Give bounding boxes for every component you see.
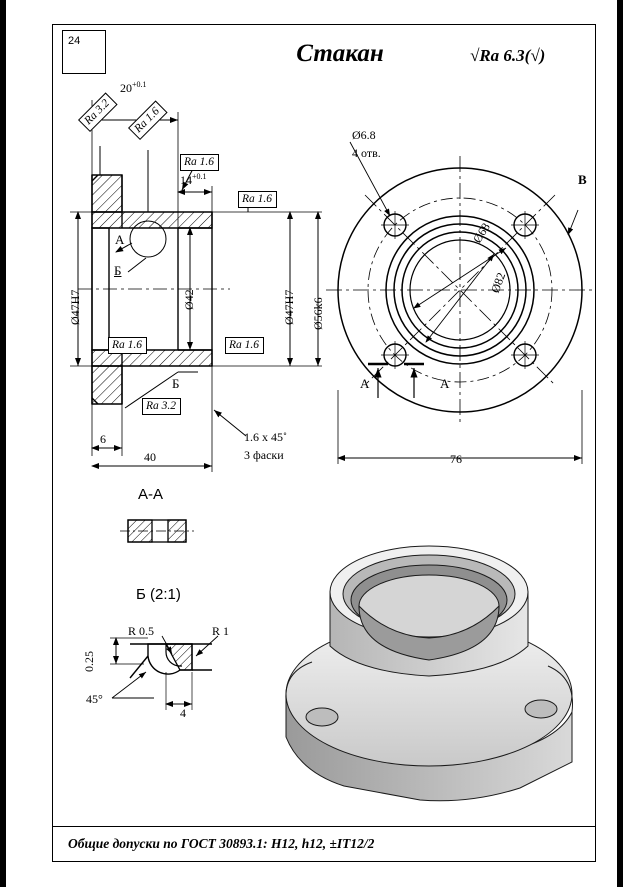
ra-label-3-2-detail-b: Ra 3.2 [142,398,181,415]
dim-0-25: 0.25 [82,651,96,672]
general-tolerance-note: Общие допуски по ГОСТ 30893.1: H12, h12, ±IT12/2 [68,836,375,851]
marker-a-front: А [115,232,125,247]
marker-b-upper: Б [114,263,122,278]
dim-angle-45: 45° [86,692,103,706]
isometric-model [286,546,573,801]
footer-divider [52,826,596,827]
dim-76: 76 [450,452,462,466]
dim-d47H7-left: Ø47H7 [68,289,82,325]
marker-b-lower: Б [172,376,180,391]
hole-callout-count: 4 отв. [352,146,381,160]
letter-b-right-view: B [578,172,587,187]
section-mark-a-left: А [360,376,370,391]
dim-40: 40 [144,450,156,464]
dim-d47H7-right: Ø47H7 [282,289,296,325]
hole-callout-dia: Ø6.8 [352,128,376,142]
ra-label-1-6-lower-left: Ra 1.6 [108,337,147,354]
dim-chamfer-count: 3 фаски [244,448,284,462]
page-title: Стакан [296,40,384,67]
dim-14: $14^{+0.1}$ [180,172,207,187]
sheet-number: 24 [68,35,81,47]
ra-label-1-6-lower-right: Ra 1.6 [225,337,264,354]
dim-6: 6 [100,432,106,446]
dim-d68: Ø68 [470,220,493,246]
dim-d56k6: Ø56k6 [311,297,325,330]
dim-chamfer: 1.6 x 45˚ [244,430,287,444]
section-aa-title: А-А [138,486,164,503]
dim-4: 4 [180,706,186,720]
dim-20: $20^{+0.1}$ [120,80,147,95]
ra-label-1-6-upper-right: Ra 1.6 [238,191,277,208]
ra-label-1-6-flange: Ra 1.6 [128,100,168,140]
dim-r-0-5: R 0.5 [128,624,155,638]
ra-label-3-2-top-left: Ra 3.2 [78,92,118,132]
section-mark-a-right: А [440,376,450,391]
ra-label-1-6-bore-step: Ra 1.6 [180,154,219,171]
detail-b-title: Б (2:1) [136,586,181,603]
dim-d82: Ø82 [488,270,509,295]
dim-d42: Ø42 [182,289,196,310]
dim-r-1: R 1 [212,624,230,638]
surface-finish-header: √Ra 6.3(√) [470,46,546,65]
